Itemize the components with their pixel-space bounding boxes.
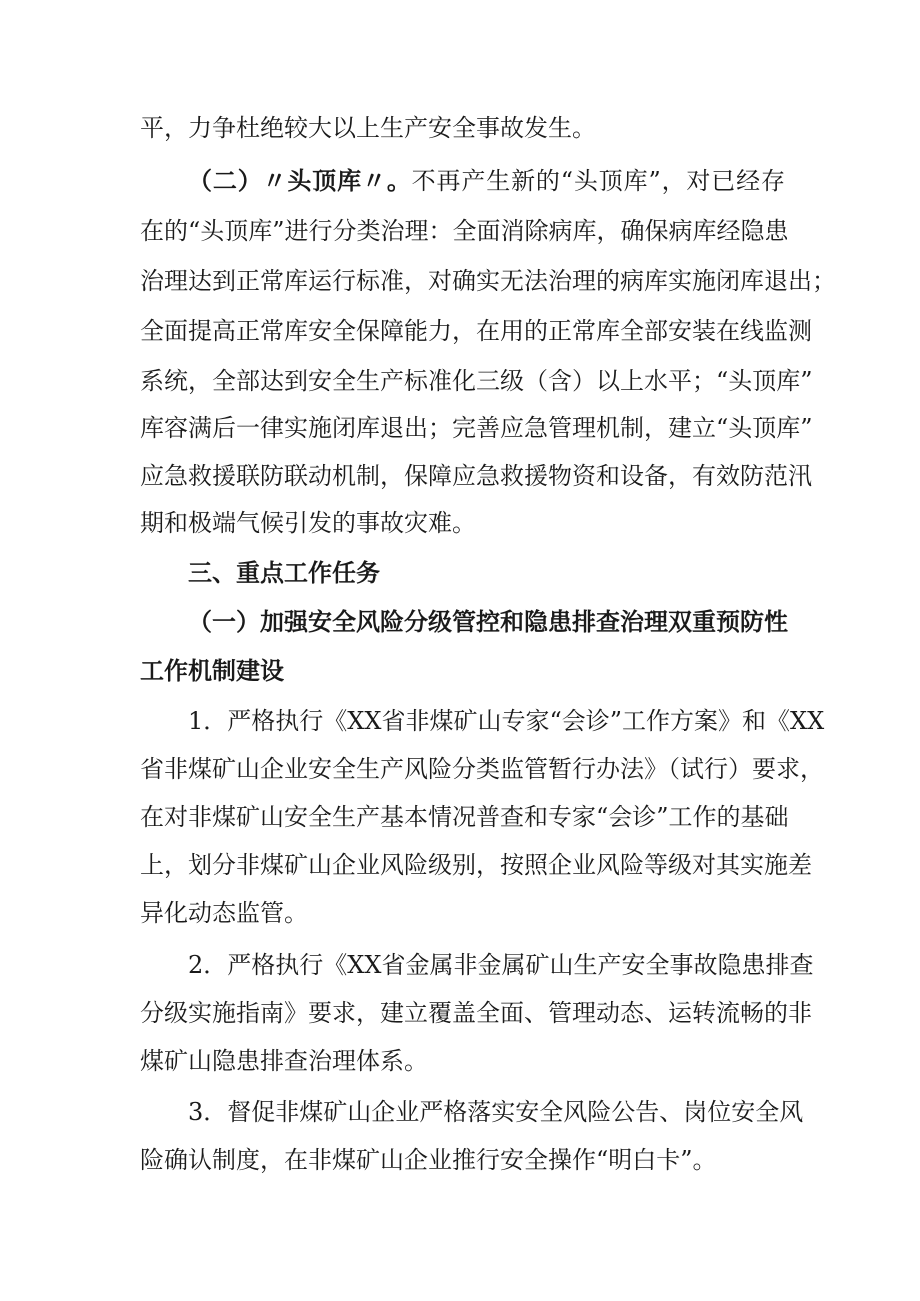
section-heading: 三、重点工作任务 [188, 559, 380, 587]
paragraph-line: 平，力争杜绝较大以上生产安全事故发生。 [140, 114, 596, 142]
paragraph-line: 在的“头顶库”进行分类治理：全面消除病库，确保病库经隐患 [140, 217, 789, 245]
paragraph-line: 应急救援联防联动机制，保障应急救援物资和设备，有效防范汛 [140, 462, 812, 490]
paragraph-line: 在对非煤矿山安全生产基本情况普查和专家“会诊”工作的基础 [140, 803, 789, 831]
paragraph-line: 治理达到正常库运行标准，对确实无法治理的病库实施闭库退出； [140, 267, 836, 295]
subsection-heading: 工作机制建设 [140, 657, 284, 685]
subsection-heading: （一）加强安全风险分级管控和隐患排查治理双重预防性 [188, 608, 788, 636]
paragraph-line: 分级实施指南》要求，建立覆盖全面、管理动态、运转流畅的非 [140, 999, 812, 1027]
paragraph-line: 2．严格执行《XX省金属非金属矿山生产安全事故隐患排查 [188, 951, 814, 979]
paragraph-line: 上，划分非煤矿山企业风险级别，按照企业风险等级对其实施差 [140, 851, 812, 879]
paragraph-line: 3．督促非煤矿山企业严格落实安全风险公告、岗位安全风 [188, 1098, 804, 1126]
paragraph-line: 省非煤矿山企业安全生产风险分类监管暂行办法》（试行）要求， [140, 755, 824, 783]
paragraph-line: 1．严格执行《XX省非煤矿山专家“会诊”工作方案》和《XX [188, 707, 825, 735]
paragraph-line: 异化动态监管。 [140, 899, 308, 927]
paragraph-line: 煤矿山隐患排查治理体系。 [140, 1047, 428, 1075]
paragraph-line [188, 165, 785, 197]
paragraph-line: 库容满后一律实施闭库退出；完善应急管理机制，建立“头顶库” [140, 414, 813, 442]
paragraph-text: 不再产生新的“头顶库”，对已经存 [411, 167, 785, 195]
paragraph-line: 险确认制度，在非煤矿山企业推行安全操作“明白卡”。 [140, 1146, 717, 1174]
paragraph-line: 系统，全部达到安全生产标准化三级（含）以上水平；“头顶库” [140, 367, 813, 395]
paragraph-line: 期和极端气候引发的事故灾难。 [140, 509, 476, 537]
paragraph-line: 全面提高正常库安全保障能力，在用的正常库全部安装在线监测 [140, 317, 812, 345]
section-heading-inline: （二）〃头顶库〃。 [188, 167, 412, 195]
